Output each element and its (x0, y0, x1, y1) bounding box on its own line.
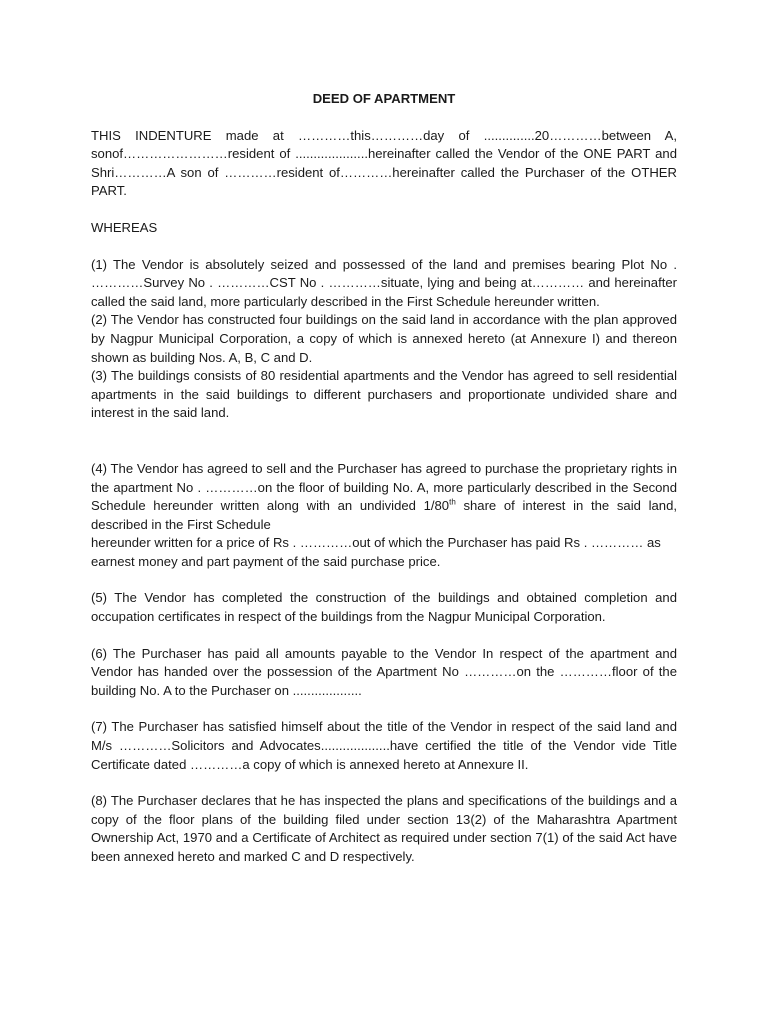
clause-4 (91, 460, 677, 534)
whereas-heading: WHEREAS (91, 219, 158, 235)
clause-4-text-a: (4) The Vendor has agreed to sell and the Purchaser has agreed to purchase the proprietary rights in the apartment No . …………on the floor of building No. A, more particularly described in the Second Schedule hereunder written along with an undivided 1/80 (91, 460, 677, 514)
document-page (91, 90, 677, 867)
clause-8: (8) The Purchaser declares that he has inspected the plans and specifications of the buildings and a copy of the floor plans of the building filed under section 13(2) of the Maharashtra Apartment Ownership Act, 1970 and a Certificate of Architect as required under section 7(1) of the said Act have been annexed hereto and marked C and D respectively. (91, 793, 677, 864)
clause-6: (6) The Purchaser has paid all amounts payable to the Vendor In respect of the apartment and Vendor has handed over the possession of the Apartment No …………on the …………floor of the building No. A to the Purchaser on ................... (91, 645, 677, 698)
document-title: DEED OF APARTMENT (312, 91, 456, 106)
clause-2: (2) The Vendor has constructed four buildings on the said land in accordance with the plan approved by Nagpur Municipal Corporation, a copy of which is annexed hereto (at Annexure I) and thereon shown as building Nos. A, B, C and D. (91, 312, 677, 365)
clause-7: (7) The Purchaser has satisfied himself about the title of the Vendor in respect of the said land and M/s …………Solicitors and Advocates...................have certified the title of the Vendor vide Title Certificate dated …………a copy of which is annexed hereto at Annexure II. (91, 719, 677, 772)
intro-paragraph: THIS INDENTURE made at …………this…………day of ..............20…………between A, sonof……………………resident of ....................hereinafter called the Vendor of the ONE PART and Shri…………A son of …………resident of…………hereinafter called the Purchaser of the OTHER PART. (91, 127, 677, 199)
clause-4-text-b: share of interest in the said land, described in the First Schedule (91, 498, 677, 532)
clause-1: (1) The Vendor is absolutely seized and possessed of the land and premises bearing Plot No . …………Survey No . …………CST No . …………situate, lying and being at………… and hereinafter called the said land, more particularly described in the First Schedule hereunder written. (91, 256, 677, 309)
clause-4-superscript: th (449, 497, 456, 507)
clause-4-continuation: hereunder written for a price of Rs . …………out of which the Purchaser has paid Rs . ………… as earnest money and part payment of the said purchase price. (91, 535, 661, 569)
clause-3: (3) The buildings consists of 80 residential apartments and the Vendor has agreed to sell residential apartments in the said buildings to different purchasers and proportionate undivided share and interest in the said land. (91, 368, 677, 421)
clause-5: (5) The Vendor has completed the construction of the buildings and obtained completion and occupation certificates in respect of the buildings from the Nagpur Municipal Corporation. (91, 590, 677, 625)
